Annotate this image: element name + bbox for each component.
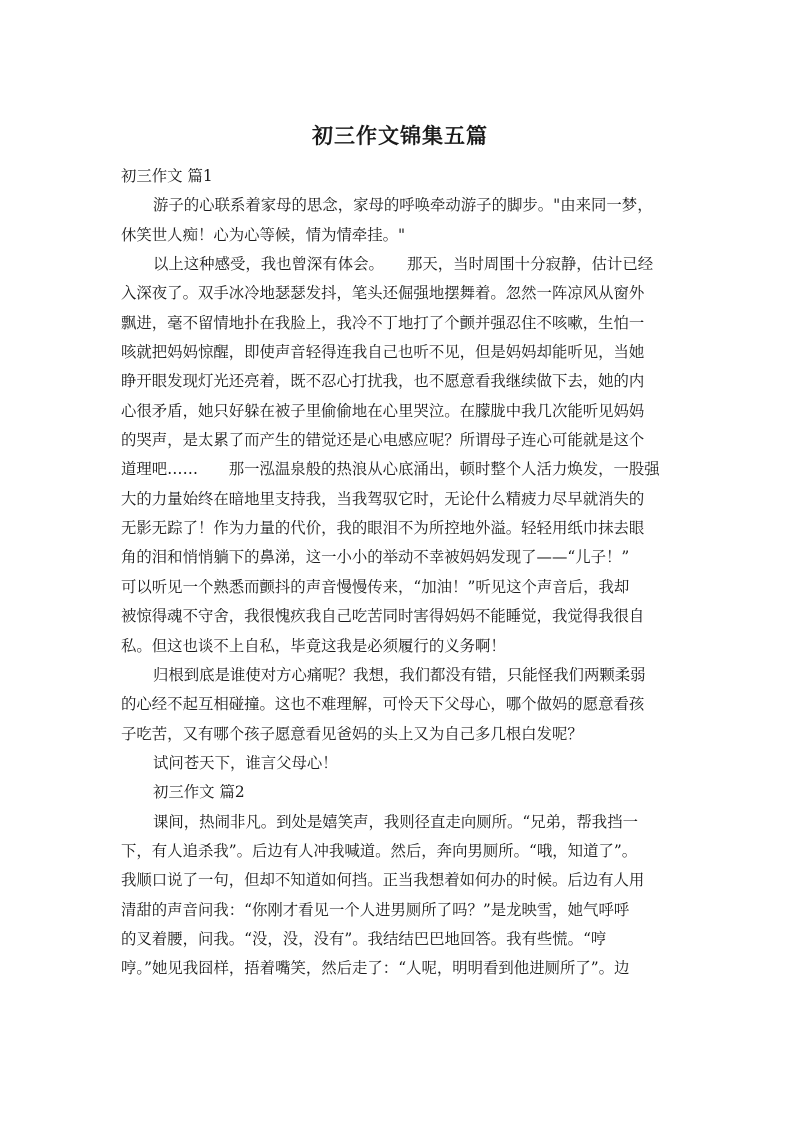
paragraph-line: 休笑世人痴！心为心等候，情为情牵挂。" xyxy=(121,225,406,244)
paragraph-line: 子吃苦，又有哪个孩子愿意看见爸妈的头上又为自己多几根白发呢？ xyxy=(121,724,583,743)
section-heading: 初三作文 篇2 xyxy=(153,783,245,802)
paragraph-line: 私。但这也谈不上自私，毕竟这我是必须履行的义务啊！ xyxy=(121,636,506,655)
document-body xyxy=(121,162,679,984)
paragraph-line: 心很矛盾，她只好躲在被子里偷偷地在心里哭泣。在朦胧中我几次能听见妈妈 xyxy=(121,401,645,420)
paragraph-line: 可以听见一个熟悉而颤抖的声音慢慢传来，“加油！”听见这个声音后，我却 xyxy=(121,577,630,596)
paragraph-line: 被惊得魂不守舍，我很愧疚我自己吃苦同时害得妈妈不能睡觉，我觉得我很自 xyxy=(121,607,645,626)
paragraph-line: 的心经不起互相碰撞。这也不难理解，可怜天下父母心，哪个做妈的愿意看孩 xyxy=(121,695,645,714)
document-title: 初三作文锦集五篇 xyxy=(312,124,488,148)
paragraph-line: 无影无踪了！作为力量的代价，我的眼泪不为所控地外溢。轻轻用纸巾抹去眼 xyxy=(121,519,645,538)
section-heading: 初三作文 篇1 xyxy=(121,167,213,185)
paragraph-line: 飘进，毫不留情地扑在我脸上，我冷不丁地打了个颤并强忍住不咳嗽，生怕一 xyxy=(121,313,645,332)
paragraph-line: 哼。”她见我囧样，捂着嘴笑，然后走了：“人呢，明明看到他进厕所了”。边 xyxy=(121,959,630,978)
paragraph-line: 道理吧…… 那一泓温泉般的热浪从心底涌出，顿时整个人活力焕发，一股强 xyxy=(121,460,660,479)
paragraph-line: 归根到底是谁使对方心痛呢？我想，我们都没有错，只能怪我们两颗柔弱 xyxy=(153,665,646,684)
paragraph-line: 试问苍天下，谁言父母心！ xyxy=(153,753,338,772)
paragraph-line: 游子的心联系着家母的思念，家母的呼唤牵动游子的脚步。"由来同一梦， xyxy=(153,196,653,215)
paragraph-line: 清甜的声音问我：“你刚才看见一个人进男厕所了吗？”是龙映雪，她气呼呼 xyxy=(121,900,630,919)
paragraph-line: 的叉着腰，问我。“没，没，没有”。我结结巴巴地回答。我有些慌。“哼 xyxy=(121,929,607,948)
paragraph-line: 的哭声，是太累了而产生的错觉还是心电感应呢？所谓母子连心可能就是这个 xyxy=(121,431,645,450)
paragraph-line: 以上这种感受，我也曾深有体会。 那天，当时周围十分寂静，估计已经 xyxy=(153,255,654,274)
paragraph-line: 大的力量始终在暗地里支持我，当我驾驭它时，无论什么精疲力尽早就消失的 xyxy=(121,489,645,508)
paragraph-line: 入深夜了。双手冰冷地瑟瑟发抖，笔头还倔强地摆舞着。忽然一阵凉风从窗外 xyxy=(121,284,645,303)
paragraph-line: 课间，热闹非凡。到处是嬉笑声，我则径直走向厕所。“兄弟，帮我挡一 xyxy=(153,812,638,831)
paragraph-line: 我顺口说了一句，但却不知道如何挡。正当我想着如何办的时候。后边有人用 xyxy=(121,871,645,890)
paragraph-line: 睁开眼发现灯光还亮着，既不忍心打扰我，也不愿意看我继续做下去，她的内 xyxy=(121,372,645,391)
paragraph-line: 下，有人追杀我”。后边有人冲我喊道。然后，奔向男厕所。“哦，知道了”。 xyxy=(121,841,638,860)
paragraph-line: 咳就把妈妈惊醒，即使声音轻得连我自己也听不见，但是妈妈却能听见，当她 xyxy=(121,343,645,362)
paragraph-line: 角的泪和悄悄躺下的鼻涕，这一小小的举动不幸被妈妈发现了——“儿子！” xyxy=(121,548,630,567)
